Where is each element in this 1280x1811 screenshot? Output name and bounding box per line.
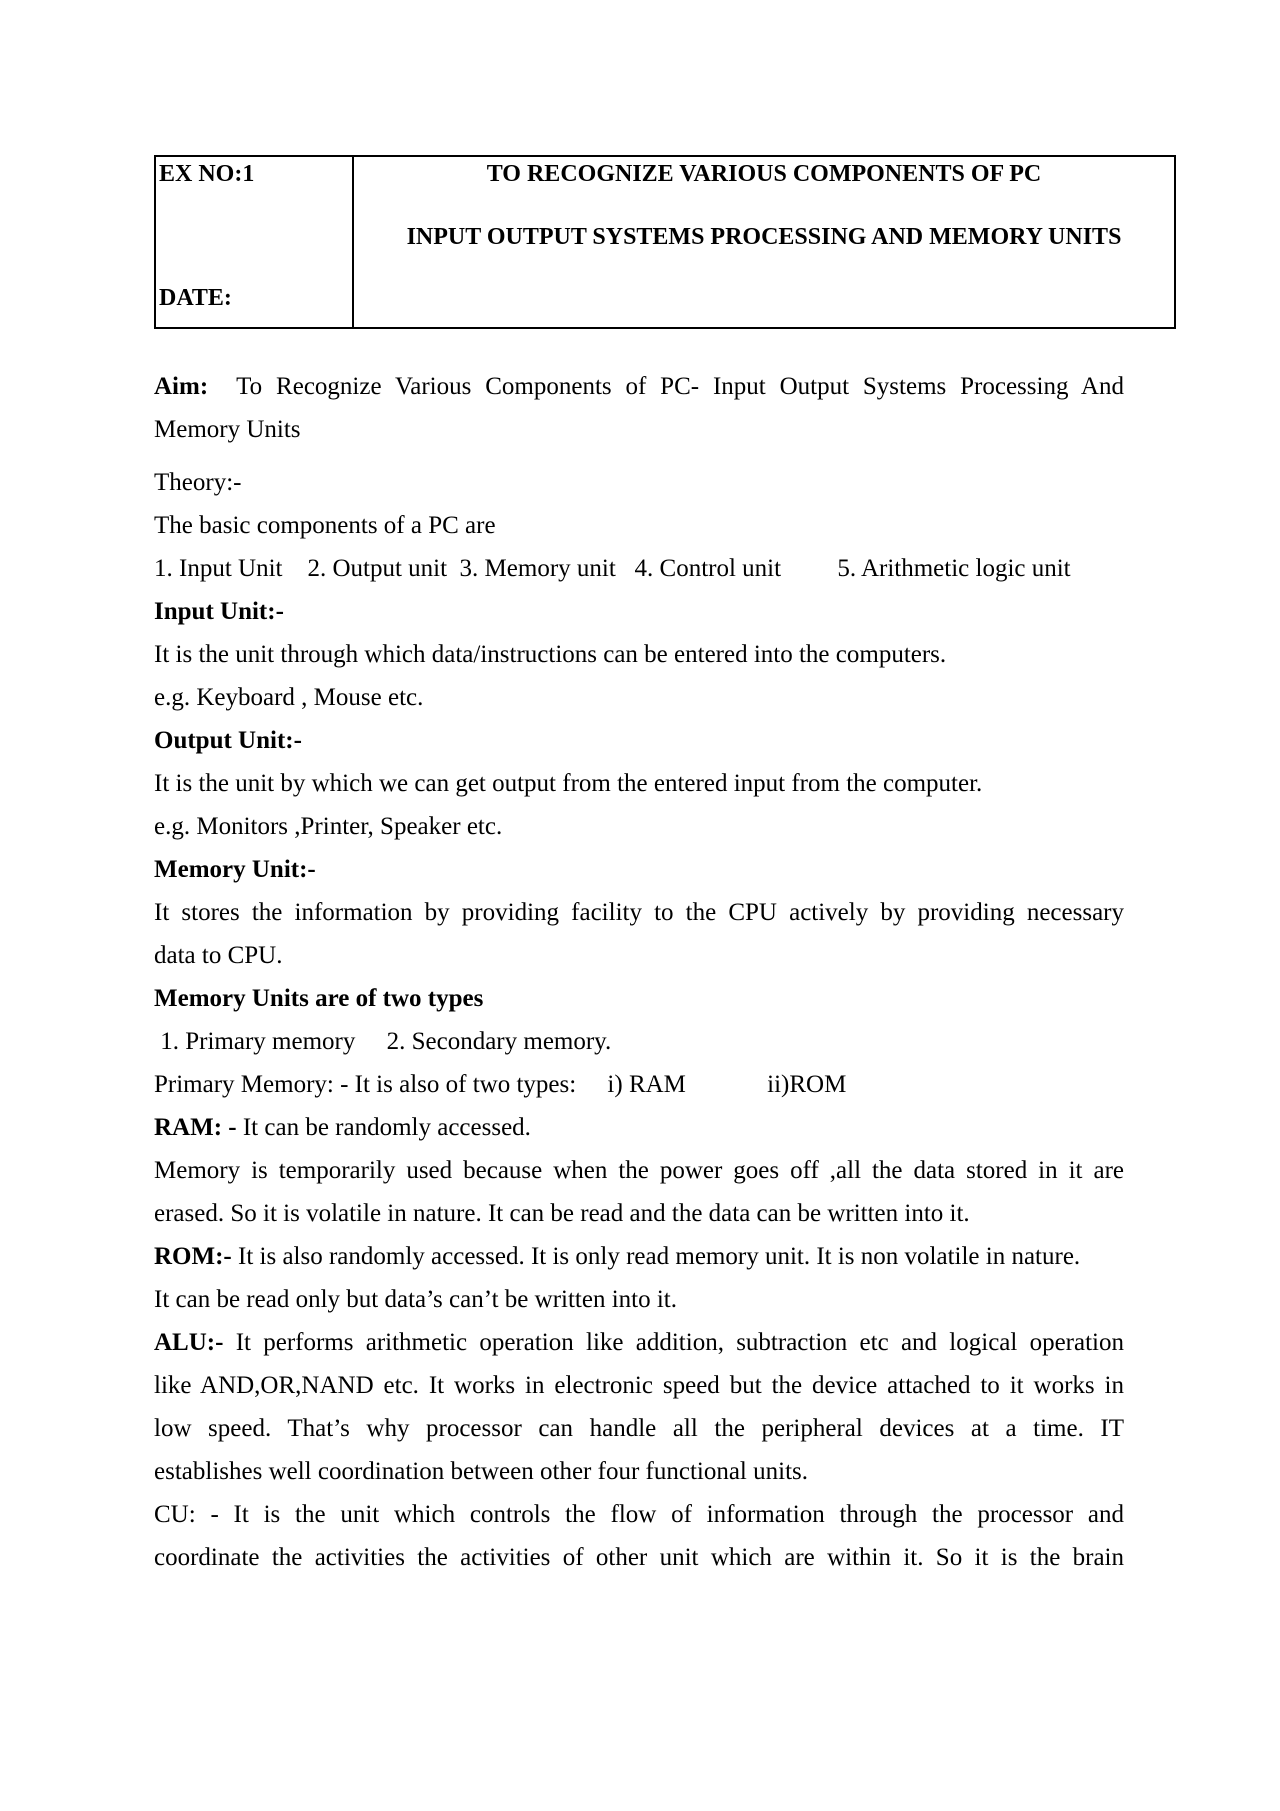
ex-date-cell: [155, 156, 353, 328]
input-unit-example: e.g. Keyboard , Mouse etc.: [154, 684, 424, 711]
cu-line2: coordinate the activities the activities of other unit which are within it. So it is the brain: [154, 1544, 1124, 1571]
ram-line2: Memory is temporarily used because when the power goes off ,all the data stored in it are: [154, 1157, 1124, 1184]
input-unit-heading: Input Unit:-: [154, 598, 284, 625]
rom-label: ROM:-: [154, 1243, 232, 1270]
theory-intro: The basic components of a PC are: [154, 512, 496, 539]
ram-label: RAM: -: [154, 1114, 237, 1141]
alu-line2: like AND,OR,NAND etc. It works in electronic speed but the device attached to it works in: [154, 1372, 1124, 1399]
memory-types-heading: Memory Units are of two types: [154, 985, 484, 1012]
rom-text: It is also randomly accessed. It is only read memory unit. It is non volatile in nature.: [231, 1243, 1081, 1270]
date-label: DATE:: [159, 285, 232, 311]
cu-line1: CU: - It is the unit which controls the flow of information through the processor and: [154, 1501, 1124, 1528]
ex-no-label: EX NO:1: [159, 161, 255, 187]
aim-text: To Recognize Various Components of PC- Input Output Systems Processing And Memory Units: [154, 373, 1124, 443]
memory-types-list: 1. Primary memory 2. Secondary memory.: [154, 1028, 612, 1055]
rom-line1: [154, 1235, 1124, 1278]
experiment-subtitle: INPUT OUTPUT SYSTEMS PROCESSING AND MEMORY UNITS: [406, 224, 1122, 250]
document-page: [154, 155, 1176, 1579]
memory-unit-desc-line1: It stores the information by providing facility to the CPU actively by providing necessary: [154, 899, 1124, 926]
memory-unit-desc-line2: data to CPU.: [154, 942, 283, 969]
input-unit-desc: It is the unit through which data/instructions can be entered into the computers.: [154, 641, 947, 668]
primary-memory-types: Primary Memory: - It is also of two types: i) RAM ii)ROM: [154, 1071, 847, 1098]
ram-line1: [154, 1106, 1124, 1149]
output-unit-desc: It is the unit by which we can get output from the entered input from the computer.: [154, 770, 983, 797]
rom-line2: It can be read only but data’s can’t be written into it.: [154, 1286, 677, 1313]
components-list: 1. Input Unit 2. Output unit 3. Memory unit 4. Control unit 5. Arithmetic logic unit: [154, 555, 1071, 582]
aim-label: Aim:: [154, 373, 209, 400]
aim-paragraph: [154, 365, 1124, 451]
memory-unit-heading: Memory Unit:-: [154, 856, 316, 883]
alu-label: ALU:-: [154, 1329, 224, 1356]
alu-line3: low speed. That’s why processor can handle all the peripheral devices at a time. IT: [154, 1415, 1124, 1442]
alu-text: It performs arithmetic operation like addition, subtraction etc and logical operation: [223, 1329, 1124, 1356]
experiment-header-table: [154, 155, 1176, 329]
alu-line4: establishes well coordination between other four functional units.: [154, 1458, 808, 1485]
output-unit-heading: Output Unit:-: [154, 727, 302, 754]
alu-line1: [154, 1321, 1124, 1364]
ram-line3: erased. So it is volatile in nature. It can be read and the data can be written into it.: [154, 1200, 970, 1227]
title-cell: [353, 156, 1175, 328]
experiment-title: TO RECOGNIZE VARIOUS COMPONENTS OF PC: [486, 161, 1042, 187]
output-unit-example: e.g. Monitors ,Printer, Speaker etc.: [154, 813, 503, 840]
theory-section: [154, 461, 1124, 1579]
ram-text: It can be randomly accessed.: [236, 1114, 531, 1141]
theory-heading: Theory:-: [154, 469, 242, 496]
